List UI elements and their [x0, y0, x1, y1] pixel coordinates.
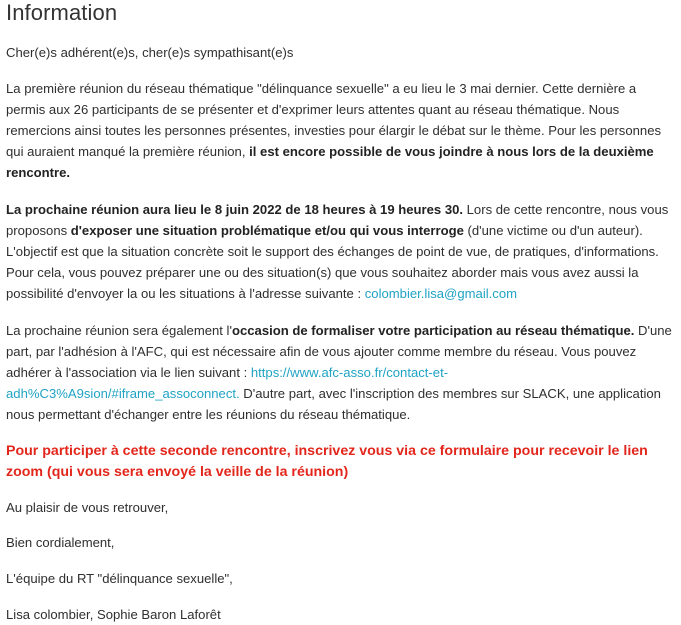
paragraph-text: D'autre part, avec l'inscription des membres sur SLACK, une application nous permettant d'échanger entre les réunions du réseau thématique. [6, 386, 661, 422]
registration-callout[interactable]: Pour participer à cette seconde rencontre, inscrivez vous via ce formulaire pour recevoir le lien zoom (qui vous sera envoyé la veille de la réunion) [6, 443, 648, 480]
bold-join-text: il est encore possible de vous joindre à nous lors de la deuxième rencontre. [6, 144, 654, 180]
paragraph-text: Lors de cette rencontre, nous vous proposons [6, 202, 669, 238]
paragraph-text: La prochaine réunion sera également l' [6, 323, 232, 338]
bold-situation-text: d'exposer une situation problématique et/ou qui vous interroge [70, 223, 464, 238]
paragraph-membership [6, 320, 675, 425]
closing-regards: Bien cordialement, [6, 535, 115, 550]
team-signature: L'équipe du RT "délinquance sexuelle", [6, 571, 233, 586]
paragraph-text: (d'une victime ou d'un auteur). L'objectif est que la situation concrète soit le support des échanges de point de vue, de pratiques, d'informations. Pour cela, vous pouvez préparer une ou des situation(s) que vous souhaitez aborder mais vous avez aussi la possibilité d'envoyer la ou les situations à l'adresse suivante : [6, 223, 659, 301]
paragraph-next-meeting [6, 199, 675, 304]
bold-formalize-text: occasion de formaliser votre participation au réseau thématique. [231, 323, 635, 338]
paragraph-first-meeting [6, 78, 675, 183]
email-link[interactable]: colombier.lisa@gmail.com [364, 286, 518, 301]
membership-link[interactable]: https://www.afc-asso.fr/contact-et-adh%C3%A9sion/#iframe_assoconnect. [6, 365, 449, 401]
bold-date-text: La prochaine réunion aura lieu le 8 juin 2022 de 18 heures à 19 heures 30. [6, 202, 464, 217]
greeting-text: Cher(e)s adhérent(e)s, cher(e)s sympathisant(e)s [6, 45, 294, 60]
paragraph-text: La première réunion du réseau thématique "délinquance sexuelle" a eu lieu le 3 mai dernier. Cette dernière a permis aux 26 participants de se présenter et d'exprimer leurs attentes quant au réseau thématique. Nous remercions ainsi toutes les personnes présentes, investies pour élargir le débat sur le thème. Pour les personnes qui auraient manqué la première réunion, [6, 81, 662, 159]
closing-line: Au plaisir de vous retrouver, [6, 500, 169, 515]
author-signature: Lisa colombier, Sophie Baron Laforêt [6, 607, 221, 622]
page-title: Information [6, 0, 118, 25]
paragraph-text: D'une part, par l'adhésion à l'AFC, qui est nécessaire afin de vous ajouter comme membre du réseau. Vous pouvez adhérer à l'association via le lien suivant : [6, 323, 672, 380]
